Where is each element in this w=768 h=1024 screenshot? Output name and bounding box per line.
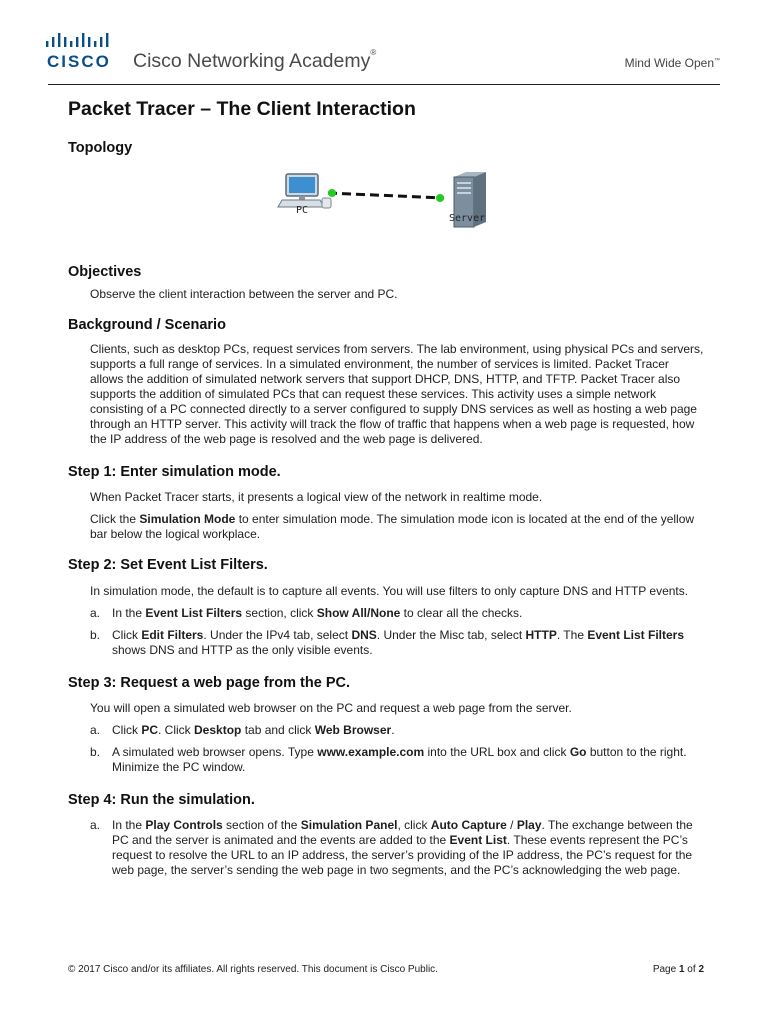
step3-a-text: .: [391, 723, 395, 737]
step3-b-text: button to the right. Minimize the PC window.: [112, 745, 687, 774]
step3-a-bold: Web Browser: [314, 723, 392, 737]
academy-name-text: Cisco Networking Academy: [133, 50, 371, 72]
page-current: 1: [678, 964, 685, 975]
step2-a-text: to clear all the checks.: [400, 606, 523, 620]
step2-heading: Step 2: Set Event List Filters.: [68, 557, 268, 573]
topology-diagram: [68, 172, 704, 262]
step1-p2-text-a: Click the: [90, 512, 140, 526]
step2-b-bold: Event List Filters: [587, 628, 685, 642]
step4-heading: Step 4: Run the simulation.: [68, 792, 255, 808]
step2-b-text: Click: [112, 628, 142, 642]
step2-b-text: . Under the IPv4 tab, select: [203, 628, 352, 642]
topology-heading: Topology: [68, 140, 133, 156]
registered-mark: ®: [370, 48, 377, 57]
cisco-logo-bars-icon: [45, 33, 111, 51]
step2-b-bold: DNS: [351, 628, 377, 642]
step4-a-bold: Auto Capture: [430, 818, 507, 832]
step2-paragraph-1: In simulation mode, the default is to capture all events. You will use filters to only capture DNS and HTTP events.: [90, 584, 689, 598]
step3-heading: Step 3: Request a web page from the PC.: [68, 675, 350, 691]
page-footer: [68, 964, 704, 975]
step2-a-bold: Event List Filters: [145, 606, 243, 620]
step4-a-text: . The exchange between the PC and the server is animated and the events are added to the: [112, 818, 693, 847]
copyright-notice: © 2017 Cisco and/or its affiliates. All rights reserved. This document is Cisco Public.: [68, 964, 438, 975]
step1-paragraph-2: [90, 512, 704, 542]
network-link: [328, 193, 444, 198]
step2-b-text: . The: [556, 628, 588, 642]
step1-heading: Step 1: Enter simulation mode.: [68, 464, 281, 480]
step4-a-bold: Play: [516, 818, 542, 832]
step4-a-bold: Play Controls: [145, 818, 223, 832]
step1-paragraph-1: When Packet Tracer starts, it presents a logical view of the network in realtime mode.: [90, 490, 543, 504]
page-title: Packet Tracer – The Client Interaction: [68, 98, 416, 120]
page-number: [653, 964, 704, 975]
step2-a-bold: Show All/None: [316, 606, 401, 620]
step4-a-text: In the: [112, 818, 146, 832]
document-body: [68, 98, 704, 878]
tagline-text: Mind Wide Open: [624, 56, 714, 70]
server-label: Server: [449, 213, 486, 224]
page-word: Page: [652, 964, 679, 975]
step2-item-a: [90, 606, 704, 621]
objectives-heading: Objectives: [68, 264, 142, 280]
step1-p2-text-c: to enter simulation mode. The simulation mode icon is located at the end of the yellow bar below the logical workplace.: [90, 512, 695, 541]
step3-a-bold: Desktop: [194, 723, 242, 737]
step4-item-a: [90, 818, 704, 878]
pc-icon: [278, 174, 331, 208]
step3-a-bold: PC: [141, 723, 159, 737]
step4-a-text: . These events represent the PC’s request to resolve the URL to an IP address, the server’s providing of the IP address, the PC’s request for the web page, the server’s sending the web page in two segments, and the PC’s acknowledging the web page.: [112, 833, 693, 877]
step2-a-text: section, click: [242, 606, 317, 620]
step2-item-b: [90, 628, 704, 658]
list-marker: a.: [90, 818, 101, 832]
header-divider: [48, 84, 720, 85]
step2-b-text: shows DNS and HTTP as the only visible events.: [112, 643, 373, 657]
step4-a-bold: Event List: [449, 833, 507, 847]
topology-graphic: [272, 172, 492, 236]
step4-a-text: , click: [397, 818, 431, 832]
link-status-dot-pc: [328, 189, 336, 197]
step3-b-bold: www.example.com: [317, 745, 425, 759]
background-text: Clients, such as desktop PCs, request services from servers. The lab environment, using physical PCs and servers, supports a full range of services. In a simulated environment, the number of services is limited. Packet Tracer allows the addition of simulated network servers that support DHCP, DNS, HTTP, and TFTP. Packet Tracer also supports the addition of simulated PCs that can request these services. This activity uses a simple network consisting of a PC connected directly to a server configured to supply DNS services as well as hosting a web page through an HTTP server. This activity will track the flow of traffic that happens when a web page is requested, how the IP address of the web page is resolved and the web page is delivered.: [90, 342, 704, 446]
list-marker: b.: [90, 628, 101, 642]
background-heading: Background / Scenario: [68, 317, 226, 333]
objectives-text: Observe the client interaction between the server and PC.: [90, 287, 398, 301]
step3-item-b: [90, 745, 704, 775]
step3-b-bold: Go: [569, 745, 587, 759]
cisco-logo-wordmark: CISCO: [47, 52, 111, 71]
step3-a-text: tab and click: [241, 723, 315, 737]
step3-item-a: [90, 723, 704, 738]
link-status-dot-server: [436, 194, 444, 202]
step3-b-text: into the URL box and click: [424, 745, 570, 759]
step4-a-text: /: [506, 818, 517, 832]
page-total: 2: [698, 964, 704, 975]
pc-label: PC: [296, 205, 309, 216]
trademark-mark: ™: [714, 58, 720, 64]
page-of: of: [684, 964, 699, 975]
step2-b-text: . Under the Misc tab, select: [376, 628, 526, 642]
step3-a-text: . Click: [158, 723, 195, 737]
list-marker: b.: [90, 745, 101, 759]
step3-b-text: A simulated web browser opens. Type: [112, 745, 318, 759]
step2-a-text: In the: [112, 606, 146, 620]
academy-name: [133, 50, 376, 73]
tagline: [625, 56, 720, 70]
step1-p2-bold: Simulation Mode: [139, 512, 236, 526]
list-marker: a.: [90, 723, 101, 737]
step2-b-bold: Edit Filters: [141, 628, 204, 642]
list-marker: a.: [90, 606, 101, 620]
step3-a-text: Click: [112, 723, 142, 737]
step3-paragraph-1: You will open a simulated web browser on the PC and request a web page from the server.: [90, 701, 572, 715]
step2-b-bold: HTTP: [525, 628, 557, 642]
step4-a-bold: Simulation Panel: [300, 818, 398, 832]
step4-a-text: section of the: [222, 818, 301, 832]
document-header: [0, 0, 768, 90]
